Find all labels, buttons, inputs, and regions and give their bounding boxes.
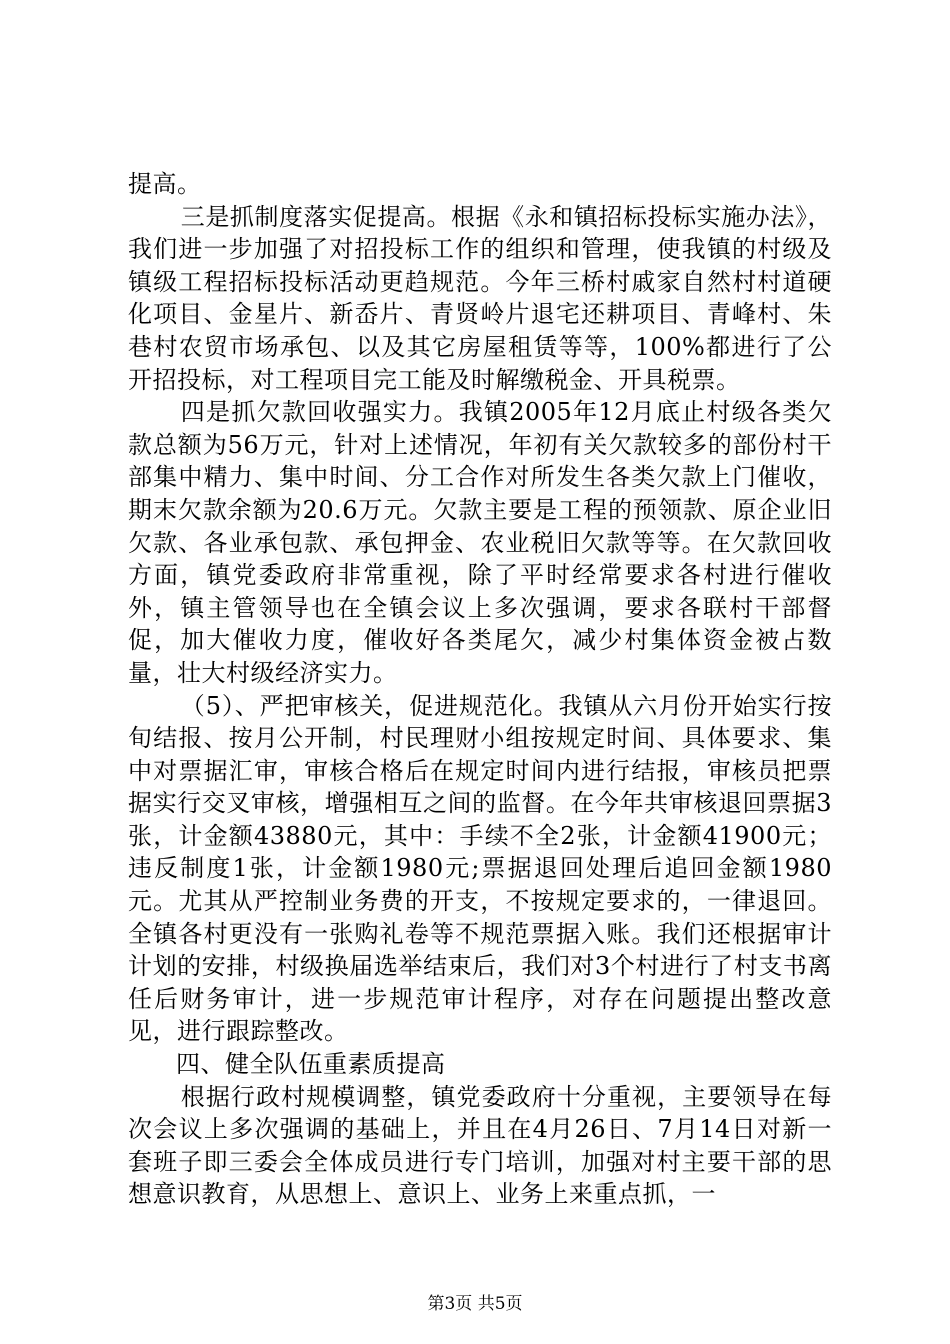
paragraph-continuation: 提高。 [128, 170, 202, 198]
paragraph-tender-system: 三是抓制度落实促提高。根据《永和镇招标投标实施办法》，我们进一步加强了对招投标工作的组织和管理，使我镇的村级及镇级工程招标投标活动更趋规范。今年三桥村戚家自然村村道硬化项目、金星片、新岙片、青贤岭片退宅还耕项目、青峰村、朱巷村农贸市场承包、以及其它房屋租赁等等，100%都进行了公开招投标，对工程项目完工能及时解缴税金、开具税票。 [128, 202, 832, 394]
page-footer [0, 1293, 950, 1315]
document-body [128, 168, 832, 1211]
section-heading-team-quality: 四、健全队伍重素质提高 [176, 1050, 446, 1079]
paragraph-debt-recovery: 四是抓欠款回收强实力。我镇2005年12月底止村级各类欠款总额为56万元，针对上述情况，年初有关欠款较多的部份村干部集中精力、集中时间、分工合作对所发生各类欠款上门催收，期末欠款余额为20.6万元。欠款主要是工程的预领款、原企业旧欠款、各业承包款、承包押金、农业税旧欠款等等。在欠款回收方面，镇党委政府非常重视，除了平时经常要求各村进行催收外，镇主管领导也在全镇会议上多次强调，要求各联村干部督促，加大催收力度，催收好各类尾欠，减少村集体资金被占数量，壮大村级经济实力。 [128, 398, 832, 687]
paragraph-audit-review: （5）、严把审核关，促进规范化。我镇从六月份开始实行按旬结报、按月公开制，村民理财小组按规定时间、具体要求、集中对票据汇审，审核合格后在规定时间内进行结报，审核员把票据实行交叉审核，增强相互之间的监督。在今年共审核退回票据3张，计金额43880元，其中：手续不全2张，计金额41900元；违反制度1张，计金额1980元;票据退回处理后追回金额1980元。尤其从严控制业务费的开支，不按规定要求的，一律退回。全镇各村更没有一张购礼卷等不规范票据入账。我们还根据审计计划的安排，村级换届选举结束后，我们对3个村进行了村支书离任后财务审计，进一步规范审计程序，对存在问题提出整改意见，进行跟踪整改。 [128, 691, 832, 1046]
paragraph-training: 根据行政村规模调整，镇党委政府十分重视，主要领导在每次会议上多次强调的基础上，并且在4月26日、7月14日对新一套班子即三委会全体成员进行专门培训，加强对村主要干部的思想意识教育，从思想上、意识上、业务上来重点抓，一 [128, 1082, 832, 1209]
page-number: 第3页 共5页 [427, 1294, 523, 1314]
